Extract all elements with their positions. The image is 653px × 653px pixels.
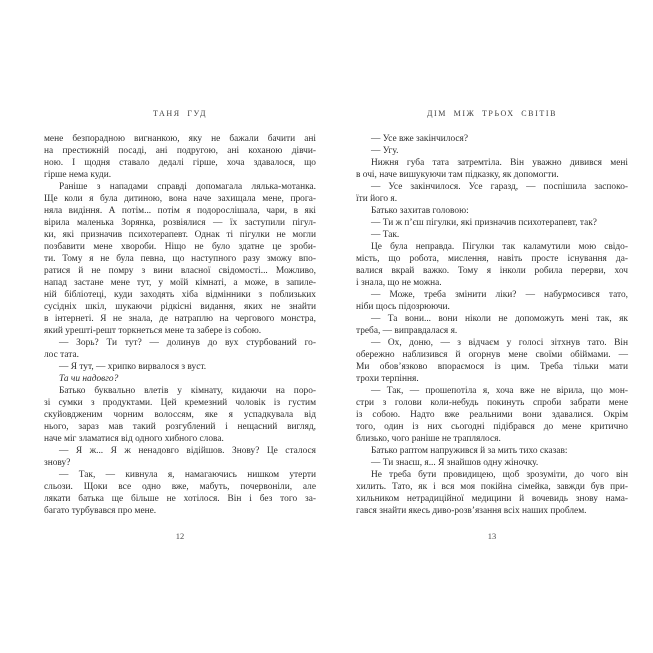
text-line: — Ти знаєш, я... Я знайшов одну жіночку. — [371, 458, 539, 468]
left-page-text — [44, 133, 316, 517]
text-line: ки, які призначив психотерапевт. Однак ті пігулки не могли — [44, 230, 316, 240]
text-line: трохи терпіння. — [356, 374, 419, 384]
right-page-text — [356, 133, 628, 517]
running-header-author: ТАНЯ ГУД — [152, 109, 208, 118]
text-line: мість, що робота, мислення, навіть просте існування да- — [356, 254, 628, 264]
text-line: лякати батька ще більше не хотілося. Він і без того за- — [44, 494, 316, 504]
text-line: — Я ж... Я ж ненадовго відійшов. Знову? Це сталося — [59, 446, 316, 456]
text-line: — Так, — прошепотіла я, хоча вже не вірила, що мон- — [371, 386, 628, 396]
text-line: — Зорь? Ти тут? — долинув до вух стурбований го- — [59, 338, 316, 348]
text-line: — Ох, доню, — з відчаєм у голосі зітхнув тато. Він — [371, 338, 628, 348]
text-line: напад застане мене тут, у моїй кімнаті, а може, в запиле- — [44, 278, 316, 288]
text-line: Батько раптом напружився й за мить тихо сказав: — [371, 446, 568, 456]
text-line: багато турбувався про мене. — [44, 506, 157, 516]
text-line: знову? — [44, 458, 71, 468]
text-line: — Усе закінчилося. Усе гаразд, — поспішила заспоко- — [371, 182, 628, 192]
text-line: — Так, — кивнула я, намагаючись нишком утерти — [59, 470, 316, 480]
text-line: Це була неправда. Пігулки так каламутили мою свідо- — [371, 242, 628, 252]
text-line: — Угу. — [371, 146, 399, 156]
text-line: в очі, наче вишукуючи там підказку, як допомогти. — [356, 170, 559, 180]
text-line: того, один із них сьогодні підібрався до мене критично — [356, 422, 628, 432]
text-line: Ще коли я була дитиною, вона наче захищала мене, прога- — [44, 194, 316, 204]
text-line: валися вкрай важко. Тому я інколи робила перерви, хоч — [356, 266, 628, 276]
page-number-right: 13 — [487, 531, 497, 541]
text-line: Ми обов’язково впораємося із цим. Треба тільки мати — [356, 362, 628, 372]
text-line: сльози. Щоки все одно вже, мабуть, почервоніли, але — [44, 482, 316, 492]
text-line: Не треба бути провидицею, щоб зрозуміти, до чого він — [371, 470, 628, 480]
text-line: ній бібліотеці, куди заходять хіба відмінники з поблизьких — [44, 290, 316, 300]
text-line: вірила маленька Зорянка, розвіялися — їх заступили пігул- — [44, 218, 316, 228]
text-line: Раніше з нападами справді допомагала лялька-мотанка. — [59, 182, 316, 192]
text-line: стри з голови коли-небудь покинуть спроби забрати мене — [356, 398, 628, 408]
text-line: їти його я. — [356, 194, 398, 204]
text-line: сусідніх шкіл, шукаючи рідкісні видання, яких не знайти — [44, 302, 316, 312]
text-line: обережно наблизився й огорнув мене своїми обіймами. — — [356, 350, 628, 360]
text-line: ною. І щодня ставало дедалі гірше, хоча здавалося, що — [44, 158, 316, 168]
text-line: який урешті-решт торкнеться мене та забере із собою. — [44, 326, 262, 336]
text-line: Батько буквально влетів у кімнату, кидаючи на поро- — [59, 386, 316, 396]
text-line: зі сумки з продуктами. Цей кремезний чоловік із густим — [44, 398, 316, 408]
text-line: і знала, що не можна. — [356, 278, 442, 288]
text-line: із собою. Надто вже реальними вони здавалися. Окрім — [356, 410, 628, 420]
left-page — [44, 0, 316, 653]
text-line: скуйовдженим чорним волоссям, яке я успадкувала від — [44, 410, 316, 420]
text-line: Батько захитав головою: — [371, 206, 469, 216]
text-line: хилить. Тато, як і вся моя покійна сімейка, завжди був при- — [356, 482, 628, 492]
text-line: ніби щось підозрюючи. — [356, 302, 450, 312]
text-line: няла видіння. А потім... потім я подорослішала, чари, в які — [44, 206, 316, 216]
text-line: в інтернеті. Я не знала, де натраплю на чергового монстра, — [44, 314, 316, 324]
text-line: ратися й не помру з вини власної свідомості... Можливо, — [44, 266, 316, 276]
text-line: Нижня губа тата затремтіла. Він уважно дивився мені — [371, 158, 628, 168]
text-line: гався знайти якесь диво-розв’язання всіх наших проблем. — [356, 506, 587, 516]
text-line: — Може, треба змінити ліки? — набурмосився тато, — [371, 290, 628, 300]
text-line: — Ти ж п’єш пігулки, які призначив психотерапевт, так? — [371, 218, 597, 228]
text-line: — Я тут, — хрипко вирвалося з вуст. — [59, 362, 207, 372]
running-header-title: ДІМ МІЖ ТРЬОХ СВІТІВ — [426, 109, 558, 118]
text-line: ти. Тому я не була певна, що наступного разу зможу впо- — [44, 254, 316, 264]
text-line: нього, зараз мав такий розгублений і нещасний вигляд, — [44, 422, 316, 432]
text-line: хильником нетрадиційної медицини й вочевидь знову нама- — [356, 494, 628, 504]
right-page — [356, 0, 628, 653]
text-line: гірше нема куди. — [44, 170, 112, 180]
text-line: наче міг зламатися від одного хибного слова. — [44, 434, 224, 444]
text-line: треба, — виправдалася я. — [356, 326, 458, 336]
text-line: мене безпорадною вигнанкою, яку не бажали бачити ані — [44, 134, 316, 144]
text-line: Та чи надовго? — [59, 374, 119, 384]
text-line: позбавити мене хвороби. Ніщо не було здатне це зроби- — [44, 242, 316, 252]
text-line: — Та вони... вони ніколи не допоможуть мені так, як — [371, 314, 628, 324]
text-line: лос тата. — [44, 350, 79, 360]
text-line: на престижній посаді, ані подругою, ані коханою дівчи- — [44, 146, 316, 156]
text-line: — Усе вже закінчилося? — [371, 134, 469, 144]
text-line: — Так. — [371, 230, 400, 240]
page-number-left: 12 — [175, 531, 185, 541]
text-line: близько, чого раніше не траплялося. — [356, 434, 501, 444]
